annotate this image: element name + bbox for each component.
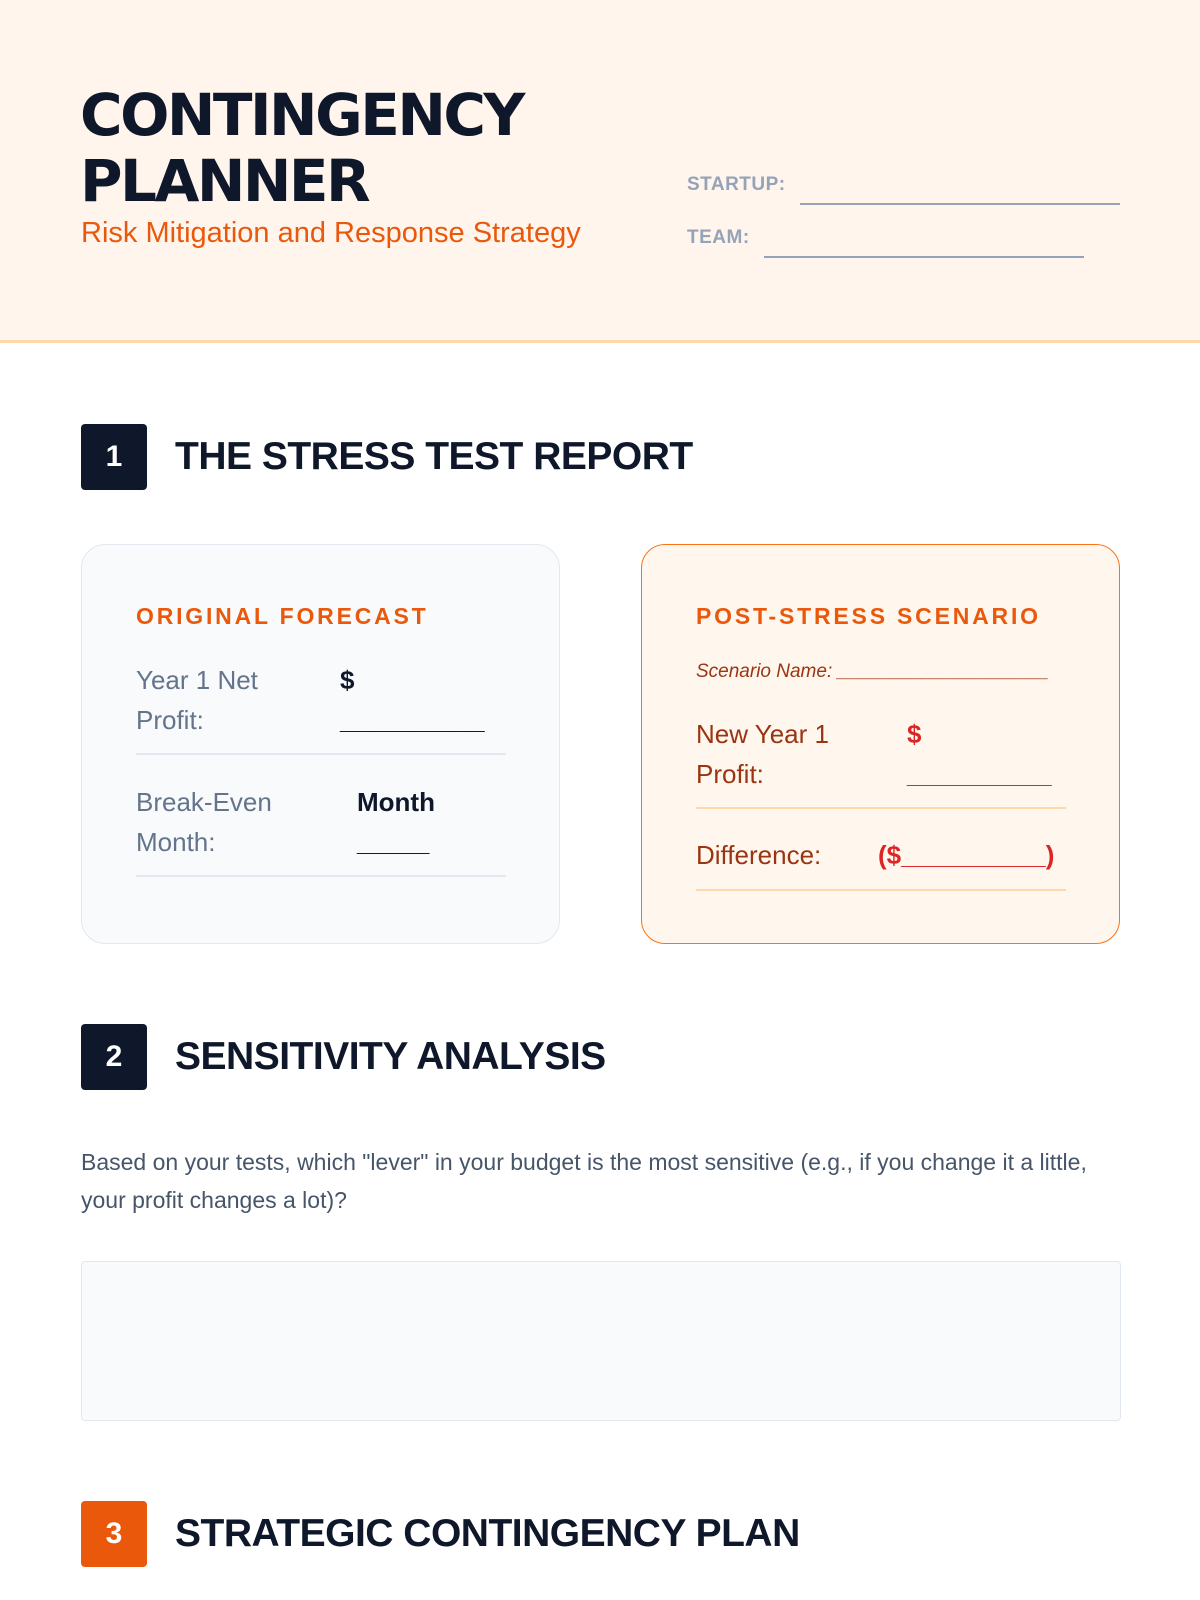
row-divider (136, 875, 506, 877)
page-subtitle: Risk Mitigation and Response Strategy (81, 217, 581, 249)
value-line: __________ (907, 759, 1052, 789)
header-banner (0, 0, 1200, 343)
row-divider (696, 889, 1066, 891)
original-forecast-card (81, 544, 560, 944)
title-line-1: CONTINGENCY (80, 81, 523, 149)
row-divider (136, 753, 506, 755)
breakeven-value[interactable] (357, 782, 435, 862)
section-number-badge: 3 (81, 1501, 147, 1567)
value-line: __________ (340, 705, 485, 735)
section-title: STRATEGIC CONTINGENCY PLAN (175, 1512, 800, 1555)
new-profit-value[interactable] (907, 714, 1052, 794)
difference-label: Difference: (696, 840, 822, 870)
value-line: Month (357, 787, 435, 817)
net-profit-label (136, 660, 258, 740)
section-title: SENSITIVITY ANALYSIS (175, 1035, 606, 1078)
section-number-badge: 1 (81, 424, 147, 490)
difference-value[interactable]: ($__________) (878, 840, 1055, 870)
section-1-header (81, 424, 693, 490)
post-stress-card (641, 544, 1120, 944)
label-line: Break-Even (136, 787, 272, 817)
card-heading: ORIGINAL FORECAST (136, 603, 429, 629)
sensitivity-answer-box[interactable] (81, 1261, 1121, 1421)
section-2-header (81, 1024, 606, 1090)
card-heading: POST-STRESS SCENARIO (696, 603, 1041, 629)
breakeven-label (136, 782, 272, 862)
title-line-2: PLANNER (80, 147, 369, 215)
value-line: $ (340, 665, 355, 695)
row-divider (696, 807, 1066, 809)
label-line: Year 1 Net (136, 665, 258, 695)
section-3-header (81, 1501, 800, 1567)
label-line: New Year 1 (696, 719, 829, 749)
page-title (80, 82, 523, 214)
startup-field (687, 174, 1120, 196)
startup-label: STARTUP: (687, 174, 786, 195)
startup-input-line[interactable] (800, 203, 1120, 205)
team-field (687, 227, 1084, 249)
value-line: $ (907, 719, 922, 749)
team-input-line[interactable] (764, 256, 1084, 258)
label-line: Profit: (136, 705, 204, 735)
label-line: Month: (136, 827, 216, 857)
section-title: THE STRESS TEST REPORT (175, 435, 693, 478)
net-profit-value[interactable] (340, 660, 485, 740)
scenario-name-field[interactable]: Scenario Name: ____________________ (696, 661, 1049, 682)
section-number-badge: 2 (81, 1024, 147, 1090)
team-label: TEAM: (687, 227, 750, 248)
label-line: Profit: (696, 759, 764, 789)
new-profit-label (696, 714, 829, 794)
sensitivity-question: Based on your tests, which "lever" in your budget is the most sensitive (e.g., if you change it a little, your profit changes a lot)? (81, 1149, 1087, 1213)
value-line: _____ (357, 827, 430, 857)
